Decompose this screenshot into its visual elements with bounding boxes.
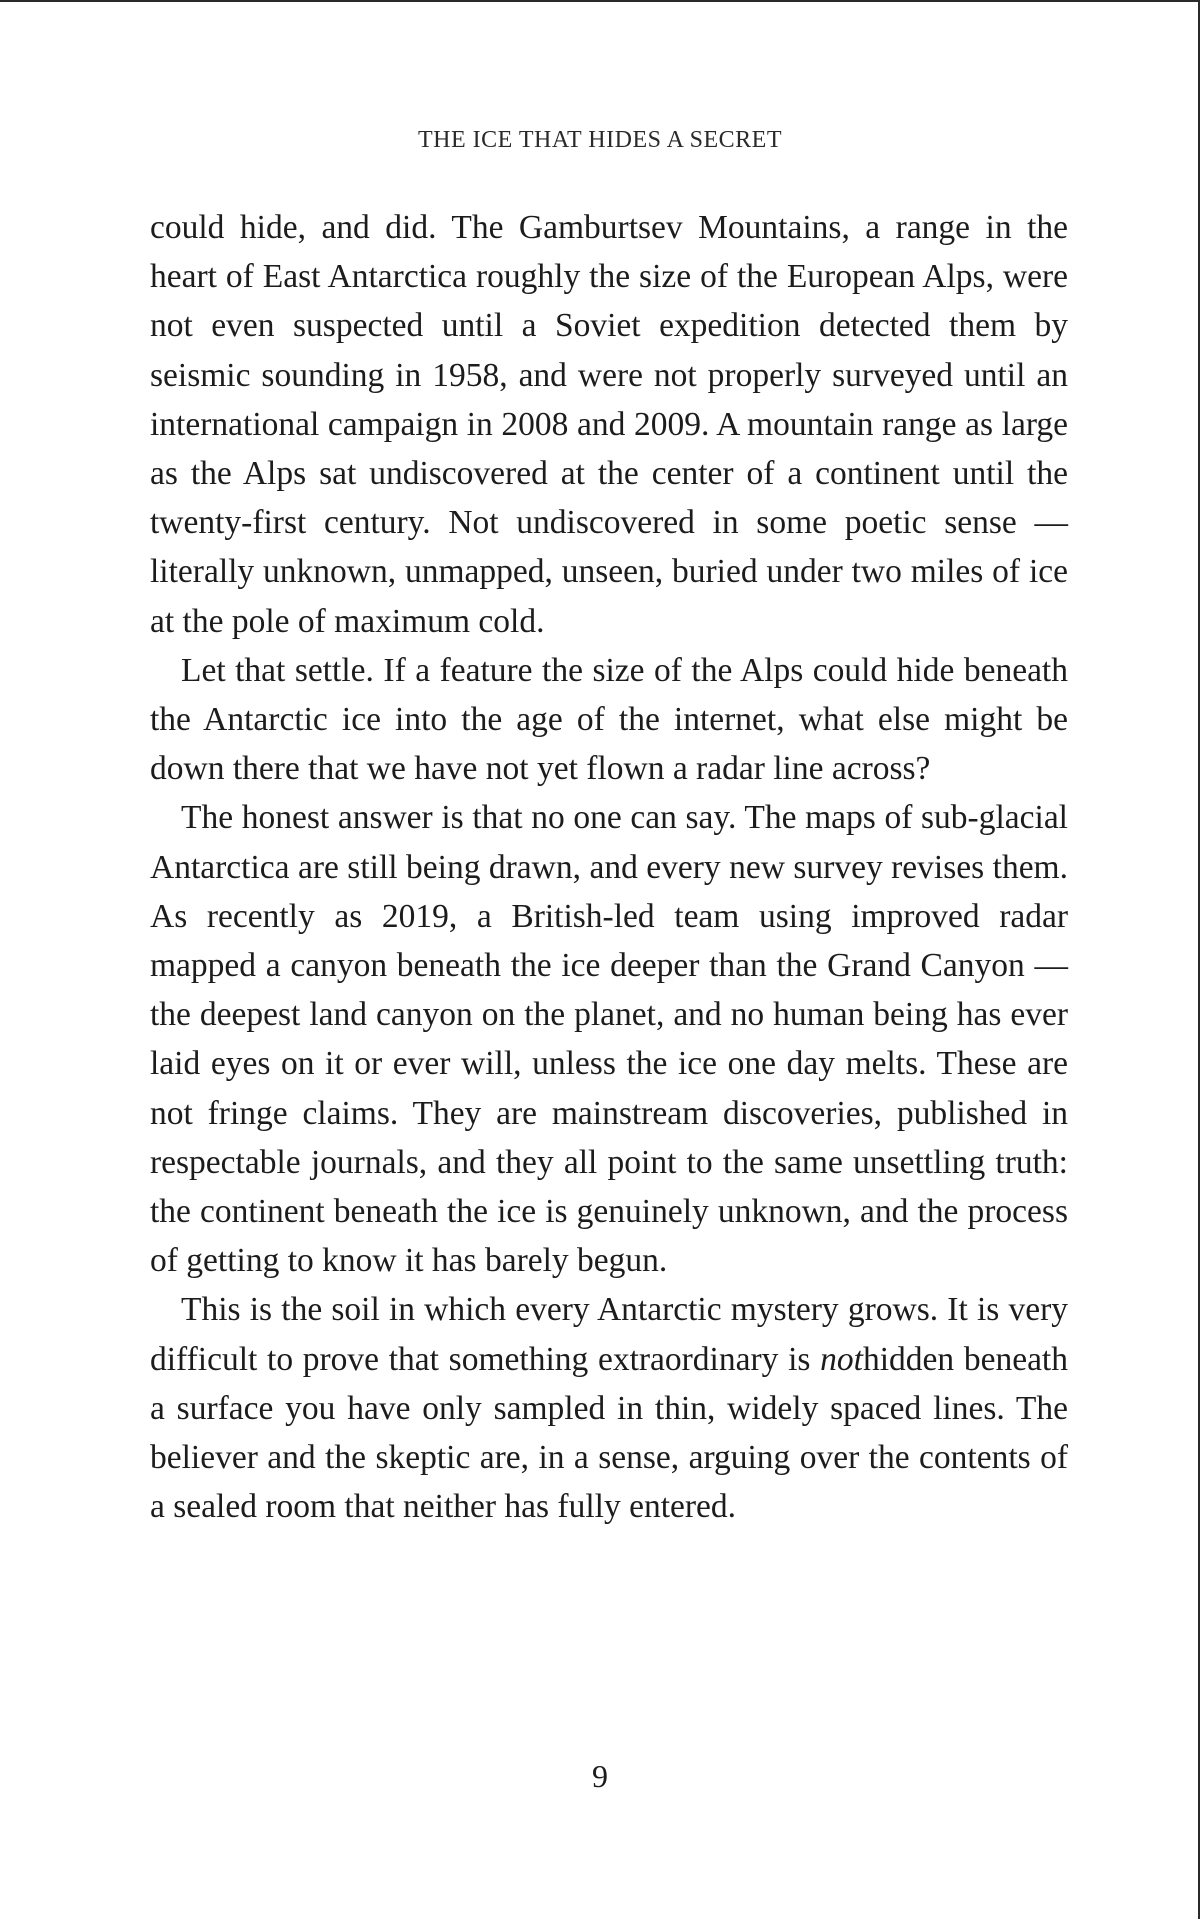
- running-head: THE ICE THAT HIDES A SECRET: [418, 127, 782, 153]
- paragraph-let-that-settle: Let that settle. If a feature the size of the Alps could hide beneath the Antarctic ice into the age of the internet, what else might be down there that we have not yet flown a radar line across?: [150, 651, 1068, 788]
- paragraph-continuation: could hide, and did. The Gamburtsev Mountains, a range in the heart of East Antarctica roughly the size of the European Alps, were not even suspected until a Soviet expedition detected them by seismic sounding in 1958, and were not properly surveyed until an international campaign in 2008 and 2009. A mountain range as large as the Alps sat undiscovered at the center of a continent until the twenty-first century. Not undiscovered in some poetic sense — literally unknown, unmapped, unseen, buried under two miles of ice at the pole of maximum cold.: [150, 209, 1068, 640]
- paragraph-soil-rest: hidden beneath a surface you have only sampled in thin, widely spaced lines. The believer and the skeptic are, in a sense, arguing over the contents of a sealed room that neither has fully entered.: [150, 1340, 1068, 1526]
- paragraph-soil: [150, 1285, 1068, 1531]
- paragraph-honest-answer: The honest answer is that no one can say. The maps of sub-glacial Antarctica are still being drawn, and every new survey revises them. As recently as 2019, a British-led team using improved radar mapped a canyon beneath the ice deeper than the Grand Canyon — the deepest land canyon on the planet, and no human being has ever laid eyes on it or ever will, unless the ice one day melts. These are not fringe claims. They are mainstream discoveries, published in respectable journals, and they all point to the same unsettling truth: the continent beneath the ice is genuinely unknown, and the process of getting to know it has barely begun.: [150, 799, 1068, 1280]
- emphasis-not: not: [820, 1340, 863, 1378]
- paragraph-soil-lead: This is the soil in which every Antarctic mystery grows. It is very difficult to prove that something extraordinary is: [150, 1291, 1068, 1378]
- body-text: [150, 203, 1068, 1531]
- page-number: 9: [592, 1758, 608, 1794]
